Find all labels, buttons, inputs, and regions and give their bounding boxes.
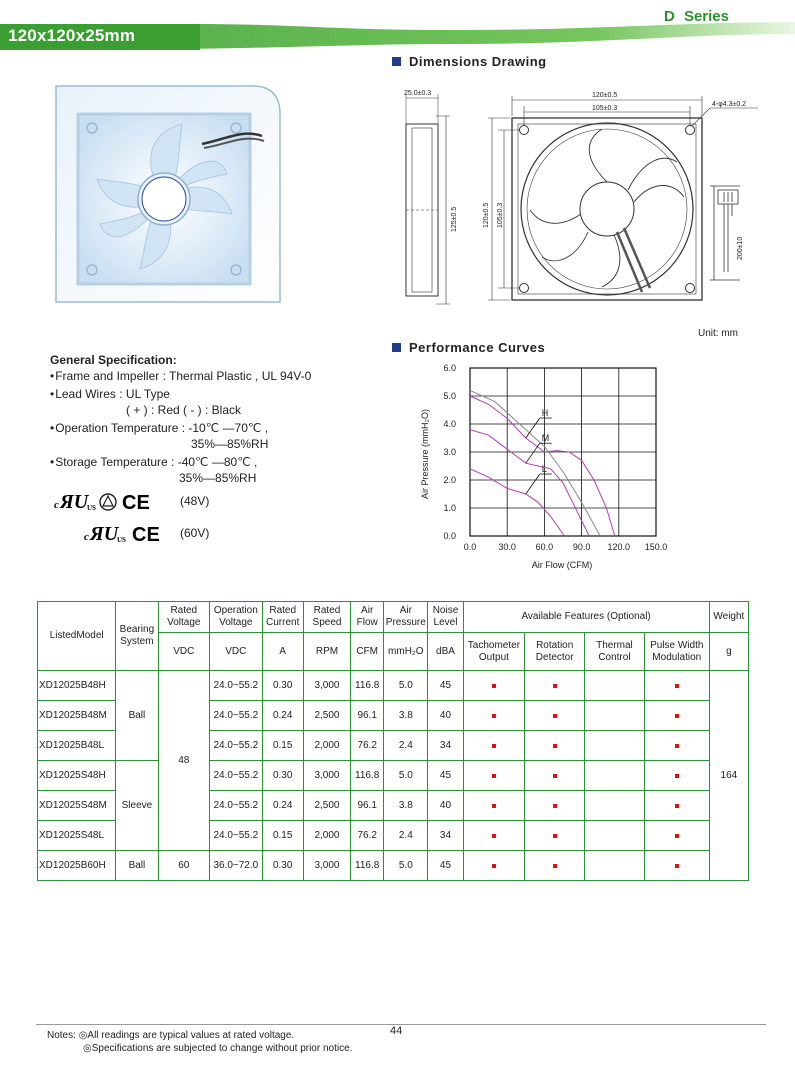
chart-series-leader xyxy=(526,474,540,494)
cell-tach xyxy=(463,851,525,881)
cell-op-voltage: 24.0~55.2 xyxy=(210,731,263,761)
chart-y-tick-label: 3.0 xyxy=(443,447,456,457)
th-noise: Noise Level xyxy=(428,602,463,633)
feature-available-mark xyxy=(492,744,496,748)
spec-lead-colors: ( + ) : Red ( - ) : Black xyxy=(126,403,242,417)
width-holes-label: 105±0.3 xyxy=(592,105,618,112)
cell-op-voltage: 24.0~55.2 xyxy=(210,821,263,851)
cell-op-voltage: 24.0~55.2 xyxy=(210,791,263,821)
chart-series-leader xyxy=(526,418,540,438)
spec-lead-wires: • Lead Wires : UL Type xyxy=(50,386,370,402)
tuv-triangle-icon xyxy=(100,494,116,510)
cell-noise: 45 xyxy=(428,671,463,701)
cell-flow: 76.2 xyxy=(351,731,384,761)
cell-speed: 3,000 xyxy=(303,851,350,881)
thickness-label: 25.0±0.3 xyxy=(404,90,432,97)
cell-current: 0.15 xyxy=(262,731,303,761)
chart-series-line-L xyxy=(470,469,565,536)
cell-bearing: Sleeve xyxy=(116,761,158,851)
cell-pwm xyxy=(644,821,709,851)
unit-current: A xyxy=(262,633,303,671)
cell-rot xyxy=(525,851,585,881)
general-specification xyxy=(50,352,370,486)
cell-noise: 40 xyxy=(428,701,463,731)
cell-model: XD12025B48H xyxy=(38,671,116,701)
cell-noise: 34 xyxy=(428,821,463,851)
ce-mark-icon xyxy=(122,492,150,514)
unit-op-voltage: VDC xyxy=(210,633,263,671)
cell-speed: 2,500 xyxy=(303,791,350,821)
th-voltage: Rated Voltage xyxy=(158,602,210,633)
unit-pressure: mmH₂O xyxy=(384,633,428,671)
chart-series-label: L xyxy=(541,464,547,474)
cul-us-icon xyxy=(54,491,96,513)
feature-available-mark xyxy=(553,834,557,838)
unit-weight: g xyxy=(709,633,748,671)
feature-available-mark xyxy=(675,834,679,838)
th-flow: Air Flow xyxy=(351,602,384,633)
front-view xyxy=(512,118,702,300)
cell-pressure: 5.0 xyxy=(384,851,428,881)
cell-thermal xyxy=(585,731,645,761)
chart-series-label: H xyxy=(541,408,549,418)
cell-rot xyxy=(525,761,585,791)
svg-text:CE: CE xyxy=(132,524,160,546)
cell-model: XD12025S48M xyxy=(38,791,116,821)
chart-x-tick-label: 30.0 xyxy=(498,542,516,552)
cell-op-voltage: 36.0~72.0 xyxy=(210,851,263,881)
cell-pwm xyxy=(644,791,709,821)
cell-tach xyxy=(463,701,525,731)
feature-available-mark xyxy=(553,684,557,688)
th-pressure: Air Pressure xyxy=(384,602,428,633)
feature-available-mark xyxy=(553,714,557,718)
cell-pressure: 5.0 xyxy=(384,761,428,791)
connector-view xyxy=(710,186,740,280)
th-model: ListedModel xyxy=(38,602,116,671)
cell-speed: 2,500 xyxy=(303,701,350,731)
cell-current: 0.30 xyxy=(262,671,303,701)
unit-noise: dBA xyxy=(428,633,463,671)
chart-y-tick-label: 1.0 xyxy=(443,503,456,513)
chart-y-tick-label: 5.0 xyxy=(443,391,456,401)
cert-48v-note: (48V) xyxy=(180,494,210,508)
cell-rot xyxy=(525,791,585,821)
cell-tach xyxy=(463,761,525,791)
cell-rot xyxy=(525,701,585,731)
chart-xlabel: Air Flow (CFM) xyxy=(531,560,593,570)
feature-available-mark xyxy=(675,744,679,748)
cell-tach xyxy=(463,791,525,821)
cert-logos-48v xyxy=(54,488,172,514)
square-bullet-icon xyxy=(392,343,401,352)
side-height-label: 125±0.5 xyxy=(451,206,458,232)
cell-noise: 34 xyxy=(428,731,463,761)
unit-label: Unit: mm xyxy=(698,328,738,339)
cell-pressure: 2.4 xyxy=(384,731,428,761)
th-tach: Tachometer Output xyxy=(463,633,525,671)
cell-op-voltage: 24.0~55.2 xyxy=(210,761,263,791)
cell-op-voltage: 24.0~55.2 xyxy=(210,671,263,701)
cell-op-voltage: 24.0~55.2 xyxy=(210,701,263,731)
holes-label: 4-φ4.3±0.2 xyxy=(712,101,747,108)
page-title: 120x120x25mm xyxy=(8,26,136,45)
th-current: Rated Current xyxy=(262,602,303,633)
svg-text:c: c xyxy=(54,499,59,511)
side-view xyxy=(406,94,450,304)
spec-table xyxy=(37,601,749,881)
cell-pwm xyxy=(644,701,709,731)
cell-tach xyxy=(463,671,525,701)
th-weight: Weight xyxy=(709,602,748,633)
cell-flow: 116.8 xyxy=(351,851,384,881)
feature-available-mark xyxy=(492,804,496,808)
feature-available-mark xyxy=(675,684,679,688)
cell-speed: 3,000 xyxy=(303,761,350,791)
cell-current: 0.24 xyxy=(262,701,303,731)
series-title: D Series xyxy=(663,8,729,25)
spec-heading: General Specification: xyxy=(50,353,177,367)
chart-y-tick-label: 2.0 xyxy=(443,475,456,485)
lead-length-label: 200±10 xyxy=(737,236,744,260)
cell-flow: 96.1 xyxy=(351,791,384,821)
chart-y-tick-label: 0.0 xyxy=(443,531,456,541)
cell-thermal xyxy=(585,791,645,821)
cell-pressure: 3.8 xyxy=(384,791,428,821)
cell-flow: 96.1 xyxy=(351,701,384,731)
cell-pwm xyxy=(644,851,709,881)
cell-current: 0.15 xyxy=(262,821,303,851)
feature-available-mark xyxy=(553,804,557,808)
feature-available-mark xyxy=(675,774,679,778)
th-features: Available Features (Optional) xyxy=(463,602,709,633)
width-outer-label: 120±0.5 xyxy=(592,92,618,99)
performance-chart xyxy=(400,356,680,576)
unit-speed: RPM xyxy=(303,633,350,671)
cell-voltage: 60 xyxy=(158,851,210,881)
chart-x-tick-label: 90.0 xyxy=(572,542,591,552)
svg-text:CE: CE xyxy=(122,492,150,514)
dimensions-drawing xyxy=(392,82,762,312)
table-row xyxy=(38,851,749,881)
cert-row-60v xyxy=(84,520,209,546)
chart-series-leader xyxy=(526,443,540,463)
feature-available-mark xyxy=(675,804,679,808)
notes xyxy=(47,1029,352,1055)
cell-weight: 164 xyxy=(709,671,748,881)
cell-thermal xyxy=(585,671,645,701)
feature-available-mark xyxy=(553,864,557,868)
feature-available-mark xyxy=(492,714,496,718)
cert-60v-note: (60V) xyxy=(180,526,210,540)
cul-us-icon xyxy=(84,523,126,545)
cell-model: XD12025B48M xyxy=(38,701,116,731)
th-thermal: Thermal Control xyxy=(585,633,645,671)
chart-y-tick-label: 6.0 xyxy=(443,363,456,373)
product-photo xyxy=(52,84,282,306)
cell-flow: 76.2 xyxy=(351,821,384,851)
chart-x-tick-label: 60.0 xyxy=(535,542,554,552)
cell-model: XD12025B60H xyxy=(38,851,116,881)
chart-x-tick-label: 150.0 xyxy=(644,542,668,552)
cell-pressure: 2.4 xyxy=(384,821,428,851)
cell-thermal xyxy=(585,821,645,851)
note-line-1: Notes: ◎All readings are typical values at rated voltage. xyxy=(47,1030,295,1041)
cell-current: 0.30 xyxy=(262,851,303,881)
spec-storage-temp: • Storage Temperature : -40℃ —80℃ , xyxy=(50,454,370,470)
cell-noise: 45 xyxy=(428,851,463,881)
cell-speed: 2,000 xyxy=(303,821,350,851)
chart-x-tick-label: 120.0 xyxy=(607,542,631,552)
cert-logos-60v xyxy=(84,520,172,546)
cell-noise: 45 xyxy=(428,761,463,791)
chart-x-tick-label: 0.0 xyxy=(463,542,477,552)
cert-row-48v xyxy=(54,488,209,514)
feature-available-mark xyxy=(492,864,496,868)
th-rot: Rotation Detector xyxy=(525,633,585,671)
cell-tach xyxy=(463,821,525,851)
chart-y-tick-label: 4.0 xyxy=(443,419,456,429)
cell-speed: 3,000 xyxy=(303,671,350,701)
th-op-voltage: Operation Voltage xyxy=(210,602,263,633)
cell-rot xyxy=(525,731,585,761)
cell-model: XD12025S48L xyxy=(38,821,116,851)
note-line-2: ◎Specifications are subjected to change without prior notice. xyxy=(83,1043,353,1054)
table-row xyxy=(38,671,749,701)
svg-text:ЯU: ЯU xyxy=(90,523,119,545)
ce-mark-icon xyxy=(132,524,160,546)
cell-voltage: 48 xyxy=(158,671,210,851)
chart-series-line-M xyxy=(470,430,589,536)
th-bearing: Bearing System xyxy=(116,602,158,671)
cell-noise: 40 xyxy=(428,791,463,821)
chart-grid xyxy=(470,368,656,536)
cell-pwm xyxy=(644,671,709,701)
cell-speed: 2,000 xyxy=(303,731,350,761)
feature-available-mark xyxy=(492,834,496,838)
chart-ylabel: Air Pressure (mmH₂O) xyxy=(420,409,430,499)
cell-rot xyxy=(525,671,585,701)
cell-model: XD12025B48L xyxy=(38,731,116,761)
feature-available-mark xyxy=(553,774,557,778)
cell-thermal xyxy=(585,851,645,881)
svg-text:c: c xyxy=(84,531,89,543)
cell-pressure: 3.8 xyxy=(384,701,428,731)
cell-pwm xyxy=(644,731,709,761)
spec-frame: • Frame and Impeller : Thermal Plastic , UL 94V-0 xyxy=(50,368,370,384)
square-bullet-icon xyxy=(392,57,401,66)
cell-pressure: 5.0 xyxy=(384,671,428,701)
cell-bearing: Ball xyxy=(116,671,158,761)
svg-text:US: US xyxy=(87,504,96,512)
chart-series-line-unlabeled xyxy=(470,390,600,536)
cell-tach xyxy=(463,731,525,761)
chart-series-label: M xyxy=(541,433,550,444)
cell-current: 0.24 xyxy=(262,791,303,821)
unit-flow: CFM xyxy=(351,633,384,671)
feature-available-mark xyxy=(492,774,496,778)
unit-voltage: VDC xyxy=(158,633,210,671)
feature-available-mark xyxy=(675,864,679,868)
spec-storage-humidity: 35%—85%RH xyxy=(179,471,257,485)
cell-thermal xyxy=(585,761,645,791)
th-pwm: Pulse Width Modulation xyxy=(644,633,709,671)
cell-pwm xyxy=(644,761,709,791)
feature-available-mark xyxy=(553,744,557,748)
dimensions-title: Dimensions Drawing xyxy=(392,54,547,69)
height-holes-label: 105±0.3 xyxy=(497,202,504,228)
svg-text:ЯU: ЯU xyxy=(60,491,89,513)
performance-title: Performance Curves xyxy=(392,340,545,355)
cell-model: XD12025S48H xyxy=(38,761,116,791)
cell-flow: 116.8 xyxy=(351,761,384,791)
feature-available-mark xyxy=(492,684,496,688)
th-speed: Rated Speed xyxy=(303,602,350,633)
height-outer-label: 120±0.5 xyxy=(483,202,490,228)
cell-rot xyxy=(525,821,585,851)
cell-bearing: Ball xyxy=(116,851,158,881)
feature-available-mark xyxy=(675,714,679,718)
cell-thermal xyxy=(585,701,645,731)
spec-operation-temp: • Operation Temperature : -10℃ —70℃ , xyxy=(50,420,370,436)
svg-text:US: US xyxy=(117,536,126,544)
cell-flow: 116.8 xyxy=(351,671,384,701)
page-number: 44 xyxy=(390,1025,403,1037)
table-row xyxy=(38,761,749,791)
cell-current: 0.30 xyxy=(262,761,303,791)
spec-operation-humidity: 35%—85%RH xyxy=(191,437,269,451)
